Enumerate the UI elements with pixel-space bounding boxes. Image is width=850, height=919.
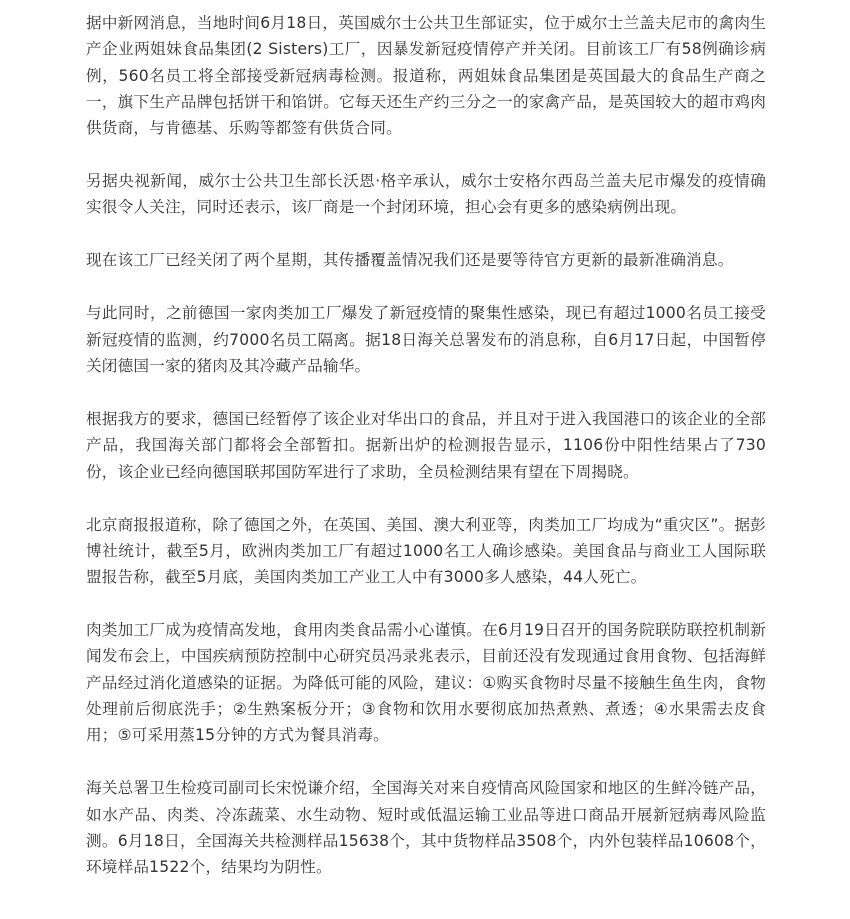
paragraph-uk-outbreak: 据中新网消息，当地时间6月18日，英国威尔士公共卫生部证实，位于威尔士兰盖夫尼市的禽肉生产企业两姐妹食品集团(2 Sisters)工厂，因暴发新冠疫情停产并关闭。目前该工厂有58例确诊病例，560名员工将全部接受新冠病毒检测。报道称，两姐妹食品集团是英国最大的食品生产商之一，旗下生产品牌包括饼干和馅饼。它每天还生产约三分之一的家禽产品，是英国较大的超市鸡肉供货商，与肯德基、乐购等都签有供货合同。 [86, 14, 766, 138]
paragraph-global-meat-plants: 北京商报报道称，除了德国之外，在英国、美国、澳大利亚等，肉类加工厂均成为“重灾区”。据彭博社统计，截至5月，欧洲肉类加工厂有超过1000名工人确诊感染。美国食品与商业工人国际联盟报告称，截至5月底，美国肉类加工产业工人中有3000多人感染，44人死亡。 [86, 515, 766, 587]
article-body [86, 10, 766, 907]
paragraph-food-safety-advice: 肉类加工厂成为疫情高发地，食用肉类食品需小心谨慎。在6月19日召开的国务院联防联控机制新闻发布会上，中国疾病预防控制中心研究员冯录兆表示，目前还没有发现通过食用食物、包括海鲜产品经过消化道感染的证据。为降低可能的风险，建议：①购买食物时尽量不接触生鱼生肉，食物处理前后彻底洗手；②生熟案板分开；③食物和饮用水要彻底加热煮熟、煮透；④水果需去皮食用；⑤可采用蒸15分钟的方式为餐具消毒。 [86, 621, 766, 745]
paragraph-germany-export-suspension: 根据我方的要求，德国已经暂停了该企业对华出口的食品，并且对于进入我国港口的该企业的全部产品，我国海关部门都将会全部暂扣。据新出炉的检测报告显示，1106份中阳性结果占了730份，该企业已经向德国联邦国防军进行了求助，全员检测结果有望在下周揭晓。 [86, 410, 766, 481]
paragraph-germany-meat-plant: 与此同时，之前德国一家肉类加工厂爆发了新冠疫情的聚集性感染，现已有超过1000名员工接受新冠疫情的监测，约7000名员工隔离。据18日海关总署发布的消息称，自6月17日起，中国暂停关闭德国一家的猪肉及其冷藏产品输华。 [86, 304, 766, 376]
paragraph-factory-closed: 现在该工厂已经关闭了两个星期，其传播覆盖情况我们还是要等待官方更新的最新准确消息。 [86, 251, 734, 270]
paragraph-wales-health-minister: 另据央视新闻，威尔士公共卫生部长沃恩·格辛承认，威尔士安格尔西岛兰盖夫尼市爆发的疫情确实很令人关注，同时还表示，该厂商是一个封闭环境，担心会有更多的感染病例出现。 [86, 172, 766, 217]
paragraph-customs-testing: 海关总署卫生检疫司副司长宋悦谦介绍，全国海关对来自疫情高风险国家和地区的生鲜冷链产品，如水产品、肉类、冷冻蔬菜、水生动物、短时或低温运输工业品等进口商品开展新冠病毒风险监测。6月18日，全国海关共检测样品15638个，其中货物样品3508个，内外包装样品10608个，环境样品1522个，结果均为阴性。 [86, 779, 766, 877]
